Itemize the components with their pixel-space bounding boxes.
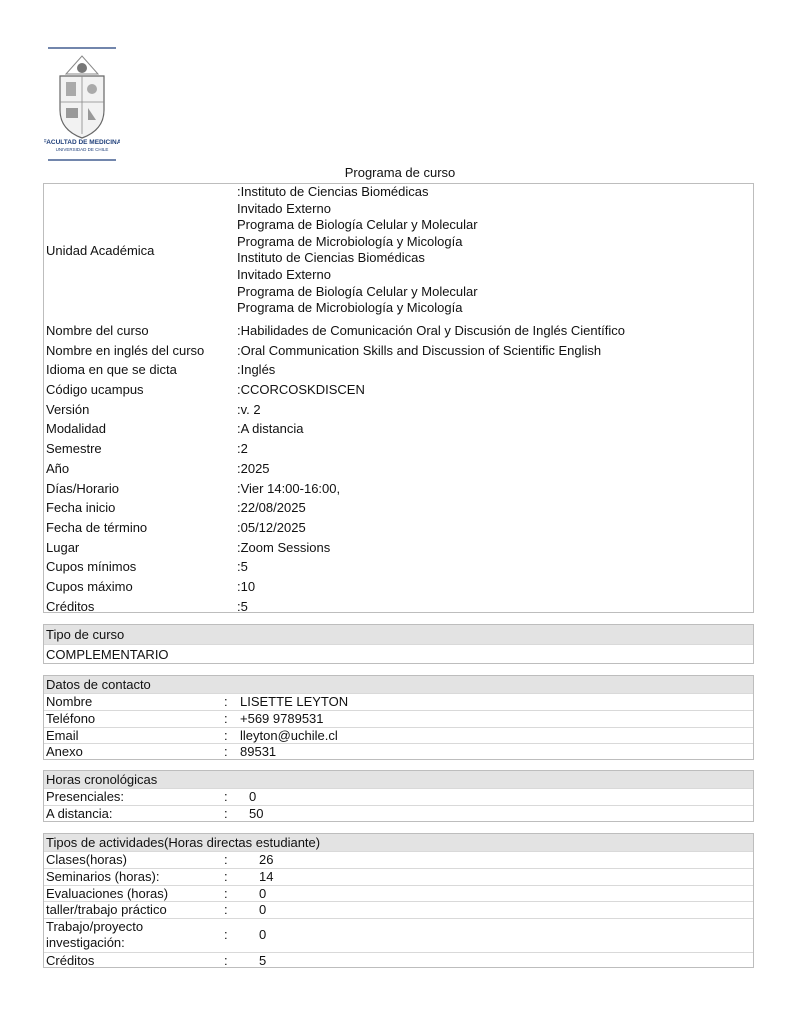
contacto-label: Nombre (46, 694, 93, 709)
course-rows (44, 321, 753, 616)
course-row-value: :CCORCOSKDISCEN (237, 382, 365, 398)
colon: : (224, 868, 228, 884)
course-row (44, 380, 753, 400)
actividades-rows (44, 851, 753, 918)
logo-text-2: UNIVERSIDAD DE CHILE (55, 147, 109, 152)
course-row (44, 400, 753, 420)
actividades-label: Seminarios (horas): (46, 868, 160, 884)
actividades-label: Clases(horas) (46, 852, 127, 867)
document-title: Programa de curso (344, 165, 456, 180)
course-row-value: :Vier 14:00-16:00, (237, 480, 341, 496)
course-row-label: Modalidad (46, 421, 106, 437)
course-row-label: Idioma en que se dicta (46, 362, 177, 378)
course-row (44, 498, 753, 518)
course-row (44, 538, 753, 558)
horas-row (44, 788, 753, 805)
contacto-rows (44, 693, 753, 760)
unidad-value-line: Invitado Externo (237, 200, 331, 216)
course-row-value: :05/12/2025 (237, 519, 306, 535)
colon: : (224, 805, 228, 821)
horas-value: 0 (249, 789, 257, 804)
contacto-row (44, 743, 753, 760)
contacto-header: Datos de contacto (44, 676, 753, 693)
contacto-label: Teléfono (46, 710, 96, 726)
contacto-value: +569 9789531 (240, 710, 324, 726)
course-row (44, 577, 753, 597)
colon: : (224, 902, 228, 918)
course-info-box (43, 183, 754, 613)
course-row-value: :5 (237, 559, 248, 575)
contacto-value: 89531 (240, 744, 277, 760)
colon: : (224, 953, 228, 969)
tipo-curso-box (43, 624, 754, 664)
unidad-value-line: Programa de Microbiología y Micología (237, 233, 463, 249)
contacto-value: LISETTE LEYTON (240, 694, 349, 709)
colon: : (224, 744, 228, 760)
actividades-row (44, 851, 753, 868)
horas-box (43, 770, 754, 822)
colon: : (224, 885, 228, 901)
course-row-label: Versión (46, 401, 90, 417)
course-row (44, 321, 753, 341)
course-row-label: Nombre en inglés del curso (46, 342, 205, 358)
course-row-value: :2025 (237, 460, 270, 476)
faculty-logo (44, 46, 120, 164)
contacto-value: lleyton@uchile.cl (240, 727, 338, 743)
course-row (44, 518, 753, 538)
horas-label: Presenciales: (46, 789, 125, 804)
actividades-label: taller/trabajo práctico (46, 902, 167, 918)
actividades-value: 0 (259, 885, 267, 901)
course-row (44, 360, 753, 380)
unidad-value-line: Programa de Biología Celular y Molecular (237, 283, 478, 299)
creditos-label: Créditos (46, 953, 95, 969)
contacto-row (44, 727, 753, 744)
contacto-label: Email (46, 727, 79, 743)
course-row-label: Cupos mínimos (46, 559, 137, 575)
unidad-value-line: Programa de Microbiología y Micología (237, 300, 463, 316)
course-row-value: :Oral Communication Skills and Discussion of Scientific English (237, 342, 602, 358)
actividades-row (44, 885, 753, 902)
actividades-header: Tipos de actividades(Horas directas estudiante) (44, 834, 753, 851)
colon: : (224, 927, 228, 943)
course-row (44, 439, 753, 459)
contacto-row (44, 693, 753, 710)
course-row (44, 557, 753, 577)
course-row (44, 459, 753, 479)
course-row (44, 419, 753, 439)
horas-value: 50 (249, 805, 264, 821)
actividades-value: 26 (259, 852, 274, 867)
actividades-row (44, 868, 753, 885)
course-row-value: :10 (237, 578, 256, 594)
contacto-box (43, 675, 754, 760)
course-row-label: Semestre (46, 441, 102, 457)
horas-label: A distancia: (46, 805, 113, 821)
course-row-label: Año (46, 460, 70, 476)
creditos-row (44, 952, 753, 969)
colon: : (224, 852, 228, 867)
course-row-value: :Habilidades de Comunicación Oral y Discusión de Inglés Científico (237, 323, 626, 338)
colon: : (224, 694, 228, 709)
course-row-value: :A distancia (237, 421, 304, 437)
trabajo-label (46, 919, 143, 951)
course-row-label: Lugar (46, 539, 80, 555)
unidad-value-line: Instituto de Ciencias Biomédicas (237, 250, 425, 266)
colon: : (224, 789, 228, 804)
course-row-value: :2 (237, 441, 248, 457)
colon: : (224, 727, 228, 743)
creditos-value: 5 (259, 953, 267, 969)
course-row-value: :Zoom Sessions (237, 539, 331, 555)
actividades-row (44, 901, 753, 918)
course-row-label: Fecha de término (46, 519, 148, 535)
course-row-value: :22/08/2025 (237, 500, 306, 516)
course-row-label: Créditos (46, 598, 95, 614)
trabajo-row (44, 918, 753, 952)
contacto-label: Anexo (46, 744, 83, 760)
course-row-label: Fecha inicio (46, 500, 116, 516)
course-row-label: Días/Horario (46, 480, 119, 496)
unidad-value-line: Programa de Biología Celular y Molecular (237, 217, 478, 233)
trabajo-label-line1: Trabajo/proyecto (46, 919, 144, 935)
trabajo-label-line2: investigación: (46, 935, 125, 951)
course-row (44, 597, 753, 617)
unidad-academica-row (44, 184, 753, 321)
horas-row (44, 805, 753, 822)
course-row-value: :5 (237, 598, 248, 614)
actividades-label: Evaluaciones (horas) (46, 885, 169, 901)
tipo-curso-header: Tipo de curso (44, 625, 753, 644)
contacto-row (44, 710, 753, 727)
logo-text-1: FACULTAD DE MEDICINA (44, 139, 120, 146)
course-row-label: Código ucampus (46, 382, 144, 398)
unidad-value-line: :Instituto de Ciencias Biomédicas (237, 184, 429, 199)
course-row-value: :v. 2 (237, 401, 261, 417)
colon: : (224, 710, 228, 726)
course-row-label: Cupos máximo (46, 578, 133, 594)
course-row-value: :Inglés (237, 362, 276, 378)
course-row (44, 341, 753, 361)
actividades-value: 0 (259, 902, 267, 918)
course-row (44, 479, 753, 499)
horas-header: Horas cronológicas (44, 771, 753, 788)
course-row-label: Nombre del curso (46, 323, 149, 338)
horas-rows (44, 788, 753, 822)
actividades-box (43, 833, 754, 968)
actividades-value: 14 (259, 868, 274, 884)
unidad-values (237, 184, 478, 317)
unidad-label: Unidad Académica (46, 243, 155, 258)
unidad-value-line: Invitado Externo (237, 266, 331, 282)
trabajo-value: 0 (259, 927, 267, 943)
tipo-curso-value: COMPLEMENTARIO (44, 644, 753, 665)
